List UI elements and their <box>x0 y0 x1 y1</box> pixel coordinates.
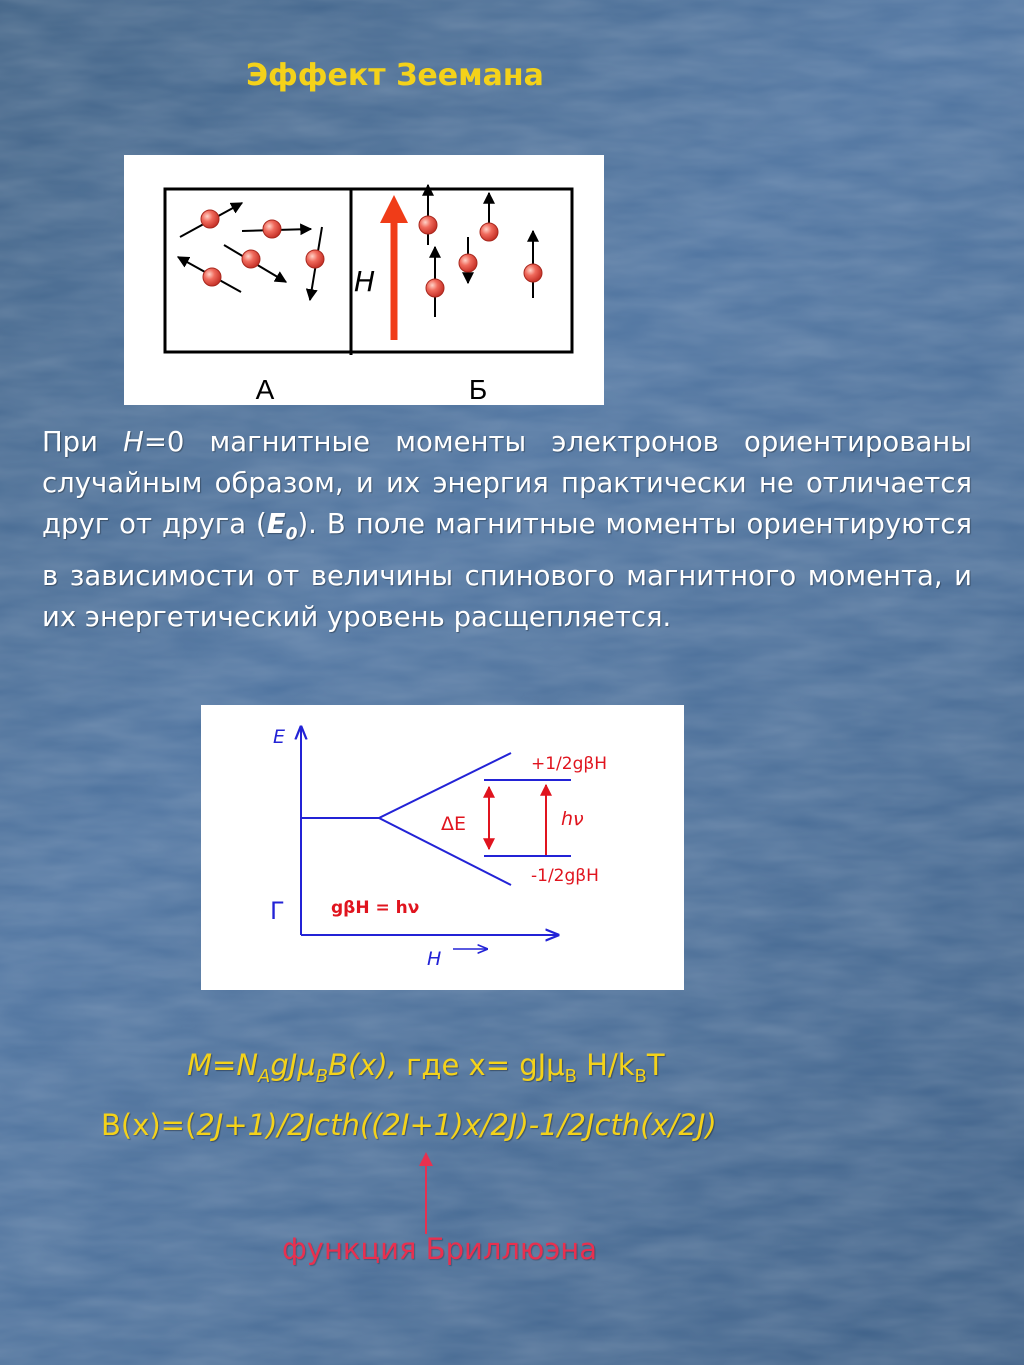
m-sub-a: A <box>258 1065 271 1087</box>
electron <box>242 250 260 268</box>
electron <box>203 268 221 286</box>
para-text-1: При <box>42 426 124 458</box>
b-body: 2J+1)/2Jcth((2I+1)x/2J)-1/2Jcth(x/2J) <box>196 1108 717 1142</box>
b-prefix: B(x)=( <box>101 1108 197 1142</box>
m-lhs: M=N <box>187 1048 259 1082</box>
upper-level-label: +1/2gβH <box>531 754 608 774</box>
h-nu-label: hν <box>561 808 584 830</box>
y-axis-label: E <box>273 726 286 748</box>
electron <box>201 210 219 228</box>
electron <box>419 216 437 234</box>
zeeman-splitting-svg <box>201 705 684 990</box>
field-label: H <box>354 265 376 298</box>
m-sub-b3: B <box>634 1065 647 1087</box>
lower-level-label: -1/2gβH <box>531 866 599 886</box>
gamma-label: Г <box>270 897 285 925</box>
para-h-symbol: H <box>123 426 144 458</box>
electron <box>426 279 444 297</box>
electron <box>480 223 498 241</box>
electron <box>263 220 281 238</box>
m-sub-b: B <box>315 1065 329 1087</box>
para-text-2: =0 магнитные моменты электронов ориентированы случайным образом, и их энергия практически не отличается друг от друга ( <box>42 426 973 540</box>
brillouin-pointer-arrow <box>414 1150 438 1235</box>
delta-e-label: ΔE <box>441 813 467 835</box>
spin-orientation-svg <box>124 155 604 405</box>
m-end: T <box>646 1048 665 1082</box>
brillouin-formula <box>101 1108 717 1142</box>
brillouin-function-label: функция Бриллюэна <box>282 1232 597 1266</box>
electron <box>306 250 324 268</box>
para-e-subscript: 0 <box>285 524 298 545</box>
slide-title: Эффект Зеемана <box>246 58 544 93</box>
spin-orientation-figure <box>124 155 604 405</box>
panel-b-label: Б <box>468 374 488 405</box>
para-e-letter: E <box>266 508 286 540</box>
m-rest: B(x), <box>328 1048 397 1082</box>
para-text-3: ). В поле магнитные моменты ориентируются в зависимости от величины спинового магнитного момента, и их энергетический уровень расщепляется. <box>42 508 972 633</box>
panel-a-label: А <box>255 374 275 405</box>
m-where: где x= gJμ <box>396 1048 565 1082</box>
field-arrow-head <box>380 195 408 223</box>
panel-a-electrons <box>178 203 324 300</box>
para-e-symbol <box>266 508 298 545</box>
zeeman-splitting-figure <box>201 705 684 990</box>
electron <box>524 264 542 282</box>
m-mid: gJμ <box>270 1048 316 1082</box>
upper-level-line <box>301 753 511 818</box>
x-axis-label: H <box>427 948 442 970</box>
resonance-condition: gβH = hν <box>331 898 420 918</box>
magnetization-formula <box>187 1048 665 1087</box>
panel-b-electrons <box>419 185 542 317</box>
electron <box>459 254 477 272</box>
explanation-paragraph <box>42 422 972 638</box>
m-sub-b2: B <box>564 1065 577 1087</box>
m-tail: H/k <box>576 1048 635 1082</box>
